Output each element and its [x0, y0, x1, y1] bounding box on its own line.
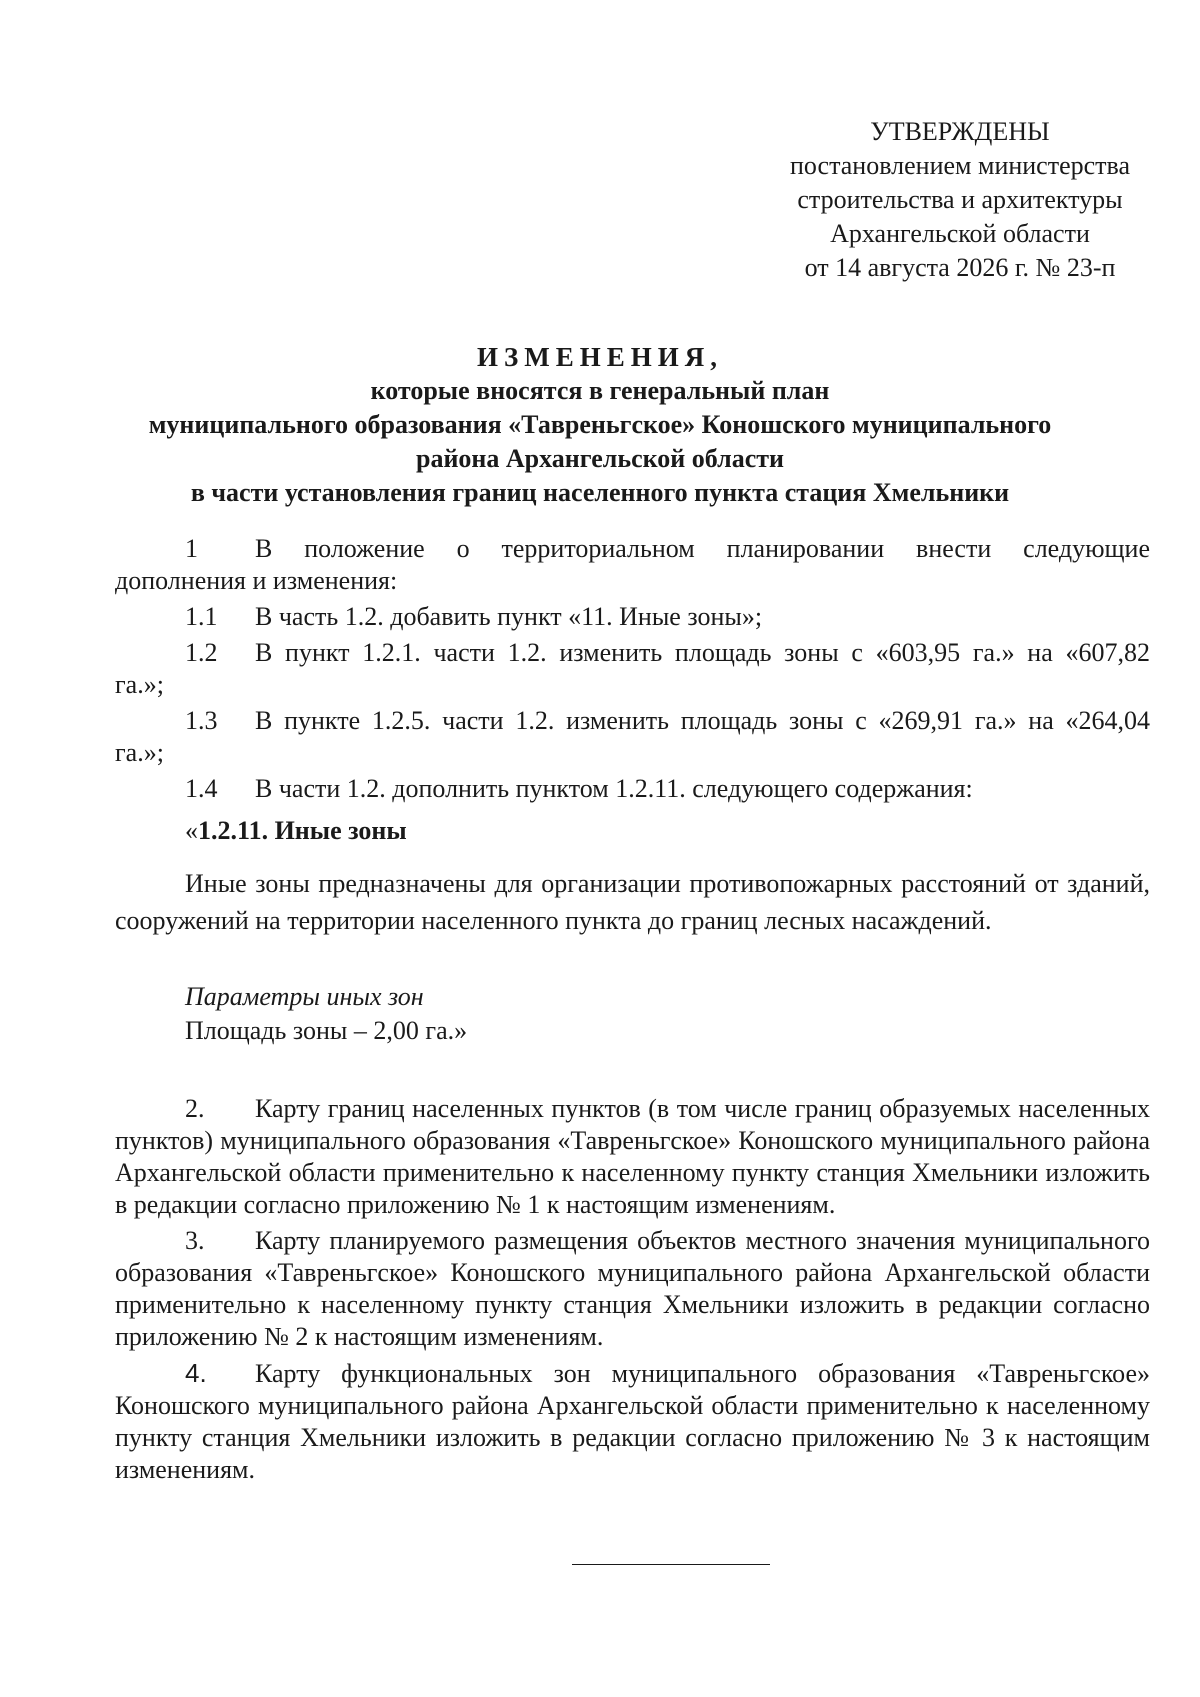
- section-2-number: 2.: [185, 1094, 205, 1123]
- title-line-3: муниципального образования «Тавреньгское» Коношского муниципального: [148, 410, 1052, 439]
- list-item: [115, 601, 1150, 633]
- item-text: В части 1.2. дополнить пунктом 1.2.11. следующего содержания:: [255, 774, 973, 803]
- item-number: 1.3: [185, 706, 218, 735]
- quote-heading: [115, 815, 1150, 847]
- list-item: [115, 637, 1150, 701]
- approval-line-5: от 14 августа 2026 г. № 23-п: [804, 253, 1116, 282]
- document-title: [100, 340, 1100, 510]
- section-1-intro: [115, 533, 1150, 565]
- section-1-intro-cont: дополнения и изменения:: [115, 566, 398, 595]
- section-4-number: 4.: [185, 1358, 207, 1388]
- section-3-text: Карту планируемого размещения объектов местного значения муниципального образования «Тавреньгское» Коношского муниципального района Архангельской области применительно к населенному пункту станция Хмельники изложить в редакции согласно приложению № 2 к настоящим изменениям.: [115, 1226, 1150, 1351]
- item-number: 1.2: [185, 638, 218, 667]
- section-3: [115, 1225, 1150, 1353]
- section-4: [115, 1357, 1150, 1486]
- item-text: В пункт 1.2.1. части 1.2. изменить площадь зоны с «603,95 га.» на «607,82: [255, 638, 1150, 667]
- section-2: [115, 1093, 1150, 1221]
- section-1-text-a: В положение о территориальном планировании внести следующие: [255, 534, 1150, 563]
- closing-rule: [572, 1564, 770, 1565]
- item-text: В пункте 1.2.5. части 1.2. изменить площадь зоны с «269,91 га.» на «264,04: [255, 706, 1150, 735]
- title-line-4: района Архангельской области: [415, 444, 785, 473]
- approval-line-1: УТВЕРЖДЕНЫ: [870, 117, 1050, 146]
- approval-stamp: [770, 115, 1150, 285]
- quote-paragraph: Иные зоны предназначены для организации противопожарных расстояний от зданий, сооружений на территории населенного пункта до границ лесных насаждений.: [115, 869, 1150, 935]
- item-text-cont: га.»;: [115, 738, 164, 767]
- title-main: ИЗМЕНЕНИЯ,: [476, 342, 723, 372]
- section-2-text: Карту границ населенных пунктов (в том числе границ образуемых населенных пунктов) муниципального образования «Тавреньгское» Коношского муниципального района Архангельской области применительно к населенному пункту станция Хмельники изложить в редакции согласно приложению № 1 к настоящим изменениям.: [115, 1094, 1150, 1219]
- section-1-number: 1: [185, 534, 198, 563]
- section-3-number: 3.: [185, 1226, 205, 1255]
- params-title: Параметры иных зон: [185, 982, 424, 1011]
- params-value: Площадь зоны – 2,00 га.»: [185, 1016, 468, 1045]
- quote-heading-text: 1.2.11. Иные зоны: [198, 816, 407, 845]
- section-4-text: Карту функциональных зон муниципального образования «Тавреньгское» Коношского муниципального района Архангельской области применительно к населенному пункту станция Хмельники изложить в редакции согласно приложению № 3 к настоящим изменениям.: [115, 1359, 1150, 1484]
- document-body: [115, 533, 1150, 1486]
- title-line-2: которые вносятся в генеральный план: [370, 376, 830, 405]
- approval-line-4: Архангельской области: [830, 219, 1090, 248]
- quote-open-mark: «: [185, 816, 198, 845]
- item-text-cont: га.»;: [115, 670, 164, 699]
- approval-line-2: постановлением министерства: [789, 151, 1131, 180]
- item-number: 1.4: [185, 774, 218, 803]
- title-line-5: в части установления границ населенного пункта стация Хмельники: [190, 478, 1010, 507]
- item-text: В часть 1.2. добавить пункт «11. Иные зоны»;: [255, 602, 763, 631]
- approval-line-3: строительства и архитектуры: [797, 185, 1123, 214]
- item-number: 1.1: [185, 602, 218, 631]
- list-item: [115, 705, 1150, 769]
- list-item: [115, 773, 1150, 805]
